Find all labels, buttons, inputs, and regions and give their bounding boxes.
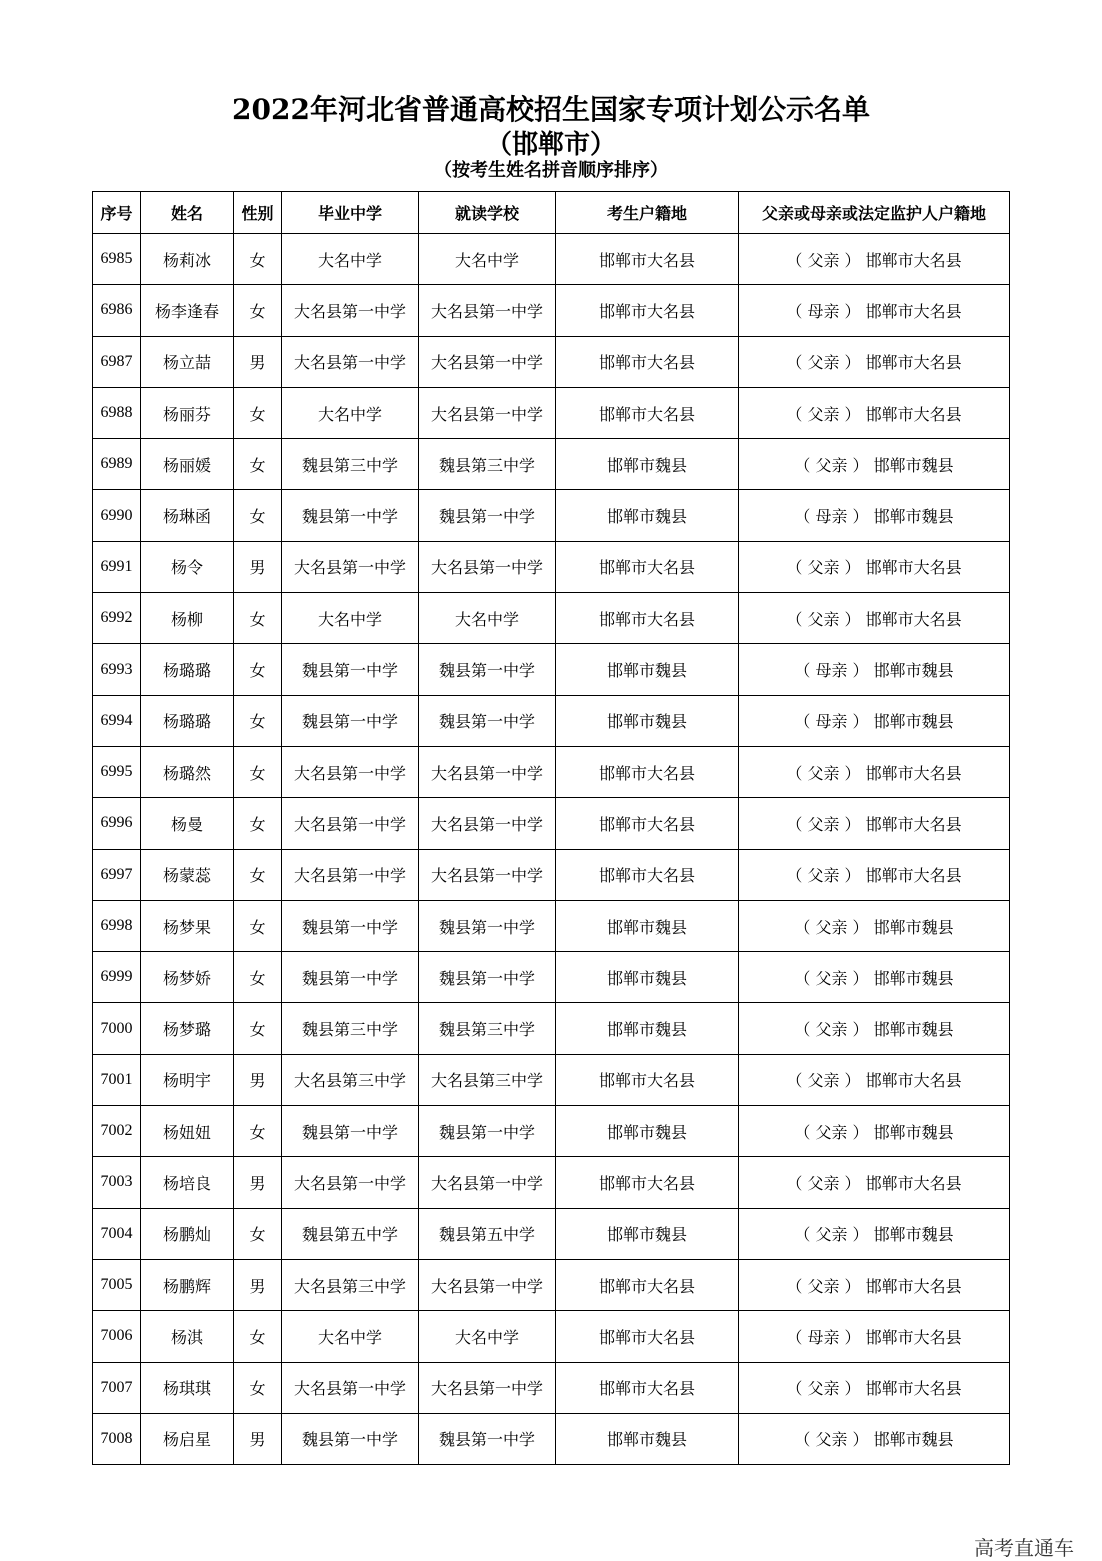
cell-graduation-school: 魏县第三中学 [282,439,419,490]
cell-graduation-school: 魏县第一中学 [282,695,419,746]
cell-graduation-school: 魏县第一中学 [282,1413,419,1464]
cell-gender: 女 [234,900,282,951]
cell-name: 杨立喆 [141,336,234,387]
cell-current-school: 大名县第一中学 [419,798,556,849]
cell-current-school: 魏县第一中学 [419,490,556,541]
cell-gender: 女 [234,746,282,797]
cell-graduation-school: 大名中学 [282,387,419,438]
cell-guardian-household: （ 父亲 ） 邯郸市大名县 [739,234,1010,285]
table-header-row [93,192,1010,234]
cell-graduation-school: 大名中学 [282,234,419,285]
cell-household: 邯郸市魏县 [556,1208,739,1259]
cell-current-school: 魏县第三中学 [419,1003,556,1054]
cell-name: 杨丽芬 [141,387,234,438]
cell-household: 邯郸市大名县 [556,1157,739,1208]
cell-gender: 女 [234,1362,282,1413]
cell-name: 杨梦娇 [141,952,234,1003]
cell-graduation-school: 魏县第一中学 [282,644,419,695]
cell-current-school: 大名县第一中学 [419,285,556,336]
cell-seq: 7003 [93,1157,141,1208]
cell-household: 邯郸市大名县 [556,387,739,438]
cell-seq: 7004 [93,1208,141,1259]
table-row [93,593,1010,644]
cell-name: 杨启星 [141,1413,234,1464]
cell-seq: 6999 [93,952,141,1003]
cell-current-school: 魏县第一中学 [419,900,556,951]
table-row [93,1311,1010,1362]
cell-seq: 7002 [93,1106,141,1157]
page-title: 2022年河北省普通高校招生国家专项计划公示名单 [232,93,870,126]
cell-gender: 女 [234,387,282,438]
table-row [93,387,1010,438]
cell-gender: 女 [234,593,282,644]
cell-household: 邯郸市魏县 [556,439,739,490]
cell-name: 杨令 [141,541,234,592]
cell-name: 杨鹏灿 [141,1208,234,1259]
cell-current-school: 魏县第一中学 [419,644,556,695]
header-household: 考生户籍地 [556,192,739,234]
cell-household: 邯郸市魏县 [556,952,739,1003]
table-row [93,490,1010,541]
cell-guardian-household: （ 父亲 ） 邯郸市魏县 [739,1003,1010,1054]
table-row [93,798,1010,849]
table-row [93,541,1010,592]
cell-seq: 7001 [93,1054,141,1105]
cell-seq: 7006 [93,1311,141,1362]
cell-graduation-school: 魏县第五中学 [282,1208,419,1259]
cell-household: 邯郸市大名县 [556,1362,739,1413]
table-row [93,1106,1010,1157]
cell-guardian-household: （ 母亲 ） 邯郸市魏县 [739,490,1010,541]
table-row [93,336,1010,387]
cell-seq: 6996 [93,798,141,849]
cell-gender: 女 [234,695,282,746]
cell-seq: 6993 [93,644,141,695]
cell-household: 邯郸市大名县 [556,336,739,387]
cell-graduation-school: 大名县第一中学 [282,541,419,592]
cell-seq: 6985 [93,234,141,285]
cell-gender: 女 [234,234,282,285]
cell-seq: 6991 [93,541,141,592]
cell-gender: 女 [234,1003,282,1054]
cell-household: 邯郸市魏县 [556,1106,739,1157]
cell-graduation-school: 大名中学 [282,593,419,644]
cell-current-school: 大名县第一中学 [419,1157,556,1208]
cell-graduation-school: 大名县第一中学 [282,285,419,336]
cell-current-school: 魏县第三中学 [419,439,556,490]
page-subtitle: （邯郸市） [485,130,616,160]
cell-current-school: 大名中学 [419,234,556,285]
cell-gender: 女 [234,952,282,1003]
cell-seq: 7005 [93,1259,141,1310]
cell-name: 杨梦果 [141,900,234,951]
cell-graduation-school: 魏县第一中学 [282,490,419,541]
footer-brand: 高考直通车 [974,1536,1074,1560]
cell-name: 杨丽媛 [141,439,234,490]
cell-graduation-school: 魏县第一中学 [282,900,419,951]
table-row [93,1208,1010,1259]
table-row [93,234,1010,285]
cell-household: 邯郸市魏县 [556,644,739,695]
table-row [93,1362,1010,1413]
header-current-school: 就读学校 [419,192,556,234]
cell-name: 杨淇 [141,1311,234,1362]
cell-guardian-household: （ 母亲 ） 邯郸市大名县 [739,285,1010,336]
cell-name: 杨蒙蕊 [141,849,234,900]
cell-name: 杨梦璐 [141,1003,234,1054]
cell-graduation-school: 魏县第一中学 [282,1106,419,1157]
cell-gender: 女 [234,644,282,695]
cell-gender: 男 [234,541,282,592]
cell-seq: 6992 [93,593,141,644]
cell-guardian-household: （ 父亲 ） 邯郸市大名县 [739,1054,1010,1105]
cell-guardian-household: （ 父亲 ） 邯郸市大名县 [739,1259,1010,1310]
cell-name: 杨明宇 [141,1054,234,1105]
cell-household: 邯郸市大名县 [556,746,739,797]
table-row [93,695,1010,746]
table-row [93,1157,1010,1208]
cell-current-school: 大名县第一中学 [419,541,556,592]
cell-gender: 女 [234,798,282,849]
cell-current-school: 大名县第一中学 [419,336,556,387]
cell-current-school: 大名县第一中学 [419,1362,556,1413]
cell-name: 杨妞妞 [141,1106,234,1157]
cell-name: 杨培良 [141,1157,234,1208]
table-row [93,285,1010,336]
cell-current-school: 魏县第五中学 [419,1208,556,1259]
cell-household: 邯郸市大名县 [556,1311,739,1362]
cell-guardian-household: （ 父亲 ） 邯郸市魏县 [739,952,1010,1003]
cell-current-school: 魏县第一中学 [419,1413,556,1464]
cell-guardian-household: （ 父亲 ） 邯郸市魏县 [739,1106,1010,1157]
cell-graduation-school: 大名县第三中学 [282,1054,419,1105]
table-row [93,900,1010,951]
cell-guardian-household: （ 父亲 ） 邯郸市魏县 [739,1208,1010,1259]
cell-guardian-household: （ 母亲 ） 邯郸市魏县 [739,644,1010,695]
cell-gender: 男 [234,1259,282,1310]
sort-note: （按考生姓名拼音顺序排序） [434,160,668,181]
cell-graduation-school: 大名县第一中学 [282,798,419,849]
cell-current-school: 大名中学 [419,593,556,644]
cell-household: 邯郸市魏县 [556,490,739,541]
cell-gender: 男 [234,336,282,387]
header-seq: 序号 [93,192,141,234]
cell-household: 邯郸市大名县 [556,541,739,592]
table-row [93,1259,1010,1310]
cell-name: 杨璐璐 [141,644,234,695]
cell-current-school: 魏县第一中学 [419,1106,556,1157]
cell-gender: 女 [234,1208,282,1259]
cell-current-school: 大名县第一中学 [419,1259,556,1310]
cell-seq: 7000 [93,1003,141,1054]
cell-seq: 6998 [93,900,141,951]
cell-gender: 女 [234,849,282,900]
cell-gender: 女 [234,1106,282,1157]
table-row [93,849,1010,900]
table-row [93,952,1010,1003]
cell-graduation-school: 大名县第一中学 [282,336,419,387]
cell-seq: 6986 [93,285,141,336]
cell-guardian-household: （ 父亲 ） 邯郸市大名县 [739,746,1010,797]
cell-name: 杨琳函 [141,490,234,541]
cell-gender: 男 [234,1054,282,1105]
cell-graduation-school: 大名县第三中学 [282,1259,419,1310]
cell-name: 杨璐璐 [141,695,234,746]
cell-guardian-household: （ 父亲 ） 邯郸市大名县 [739,798,1010,849]
cell-name: 杨璐然 [141,746,234,797]
header-graduation-school: 毕业中学 [282,192,419,234]
cell-current-school: 魏县第一中学 [419,695,556,746]
cell-guardian-household: （ 父亲 ） 邯郸市大名县 [739,593,1010,644]
cell-graduation-school: 大名县第一中学 [282,1362,419,1413]
cell-name: 杨柳 [141,593,234,644]
cell-current-school: 大名县第一中学 [419,746,556,797]
cell-seq: 7008 [93,1413,141,1464]
cell-household: 邯郸市大名县 [556,593,739,644]
cell-household: 邯郸市魏县 [556,1003,739,1054]
cell-household: 邯郸市大名县 [556,1054,739,1105]
cell-current-school: 大名中学 [419,1311,556,1362]
header-name: 姓名 [141,192,234,234]
cell-guardian-household: （ 母亲 ） 邯郸市魏县 [739,695,1010,746]
cell-guardian-household: （ 母亲 ） 邯郸市大名县 [739,1311,1010,1362]
table-row [93,1054,1010,1105]
cell-gender: 男 [234,1157,282,1208]
cell-household: 邯郸市大名县 [556,234,739,285]
cell-household: 邯郸市大名县 [556,285,739,336]
cell-gender: 男 [234,1413,282,1464]
header-guardian-household: 父亲或母亲或法定监护人户籍地 [739,192,1010,234]
cell-graduation-school: 魏县第三中学 [282,1003,419,1054]
cell-name: 杨莉冰 [141,234,234,285]
cell-name: 杨鹏辉 [141,1259,234,1310]
cell-guardian-household: （ 父亲 ） 邯郸市魏县 [739,900,1010,951]
cell-household: 邯郸市大名县 [556,798,739,849]
cell-household: 邯郸市魏县 [556,1413,739,1464]
cell-guardian-household: （ 父亲 ） 邯郸市大名县 [739,849,1010,900]
cell-guardian-household: （ 父亲 ） 邯郸市魏县 [739,439,1010,490]
cell-guardian-household: （ 父亲 ） 邯郸市大名县 [739,336,1010,387]
cell-graduation-school: 大名县第一中学 [282,1157,419,1208]
cell-seq: 6995 [93,746,141,797]
cell-household: 邯郸市大名县 [556,1259,739,1310]
cell-gender: 女 [234,1311,282,1362]
roster-table [92,191,1010,1465]
cell-name: 杨李逢春 [141,285,234,336]
cell-gender: 女 [234,490,282,541]
cell-seq: 6987 [93,336,141,387]
table-row [93,644,1010,695]
cell-graduation-school: 大名县第一中学 [282,746,419,797]
cell-household: 邯郸市魏县 [556,695,739,746]
cell-seq: 7007 [93,1362,141,1413]
cell-guardian-household: （ 父亲 ） 邯郸市大名县 [739,387,1010,438]
cell-household: 邯郸市大名县 [556,849,739,900]
table-row [93,439,1010,490]
cell-guardian-household: （ 父亲 ） 邯郸市大名县 [739,1362,1010,1413]
cell-graduation-school: 大名中学 [282,1311,419,1362]
cell-name: 杨琪琪 [141,1362,234,1413]
cell-current-school: 大名县第一中学 [419,849,556,900]
cell-name: 杨曼 [141,798,234,849]
header-gender: 性别 [234,192,282,234]
cell-seq: 6997 [93,849,141,900]
cell-seq: 6989 [93,439,141,490]
cell-household: 邯郸市魏县 [556,900,739,951]
table-row [93,1003,1010,1054]
cell-guardian-household: （ 父亲 ） 邯郸市魏县 [739,1413,1010,1464]
cell-seq: 6988 [93,387,141,438]
cell-guardian-household: （ 父亲 ） 邯郸市大名县 [739,1157,1010,1208]
cell-current-school: 魏县第一中学 [419,952,556,1003]
cell-seq: 6990 [93,490,141,541]
table-row [93,746,1010,797]
table-row [93,1413,1010,1464]
cell-current-school: 大名县第三中学 [419,1054,556,1105]
cell-current-school: 大名县第一中学 [419,387,556,438]
cell-graduation-school: 大名县第一中学 [282,849,419,900]
cell-gender: 女 [234,285,282,336]
cell-gender: 女 [234,439,282,490]
cell-graduation-school: 魏县第一中学 [282,952,419,1003]
cell-guardian-household: （ 父亲 ） 邯郸市大名县 [739,541,1010,592]
cell-seq: 6994 [93,695,141,746]
